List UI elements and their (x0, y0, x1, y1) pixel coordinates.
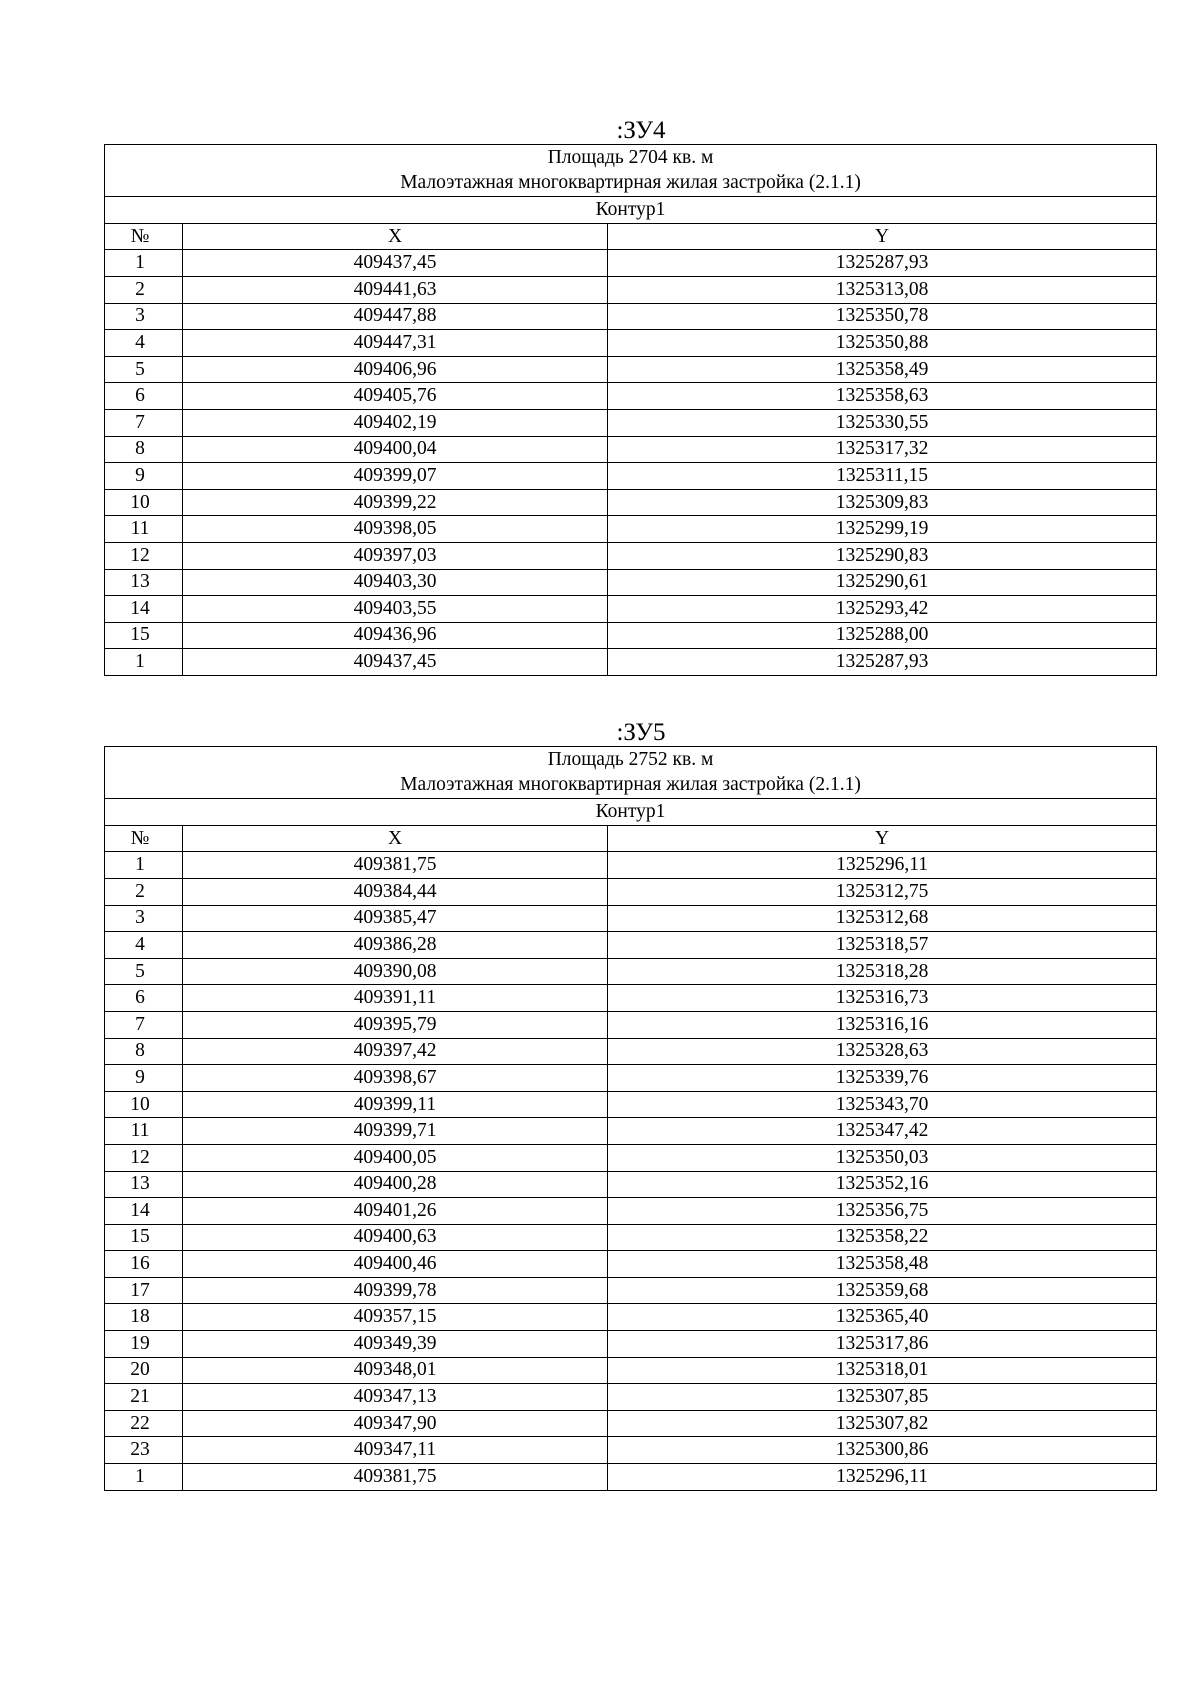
table-row (105, 330, 1157, 357)
y-coordinate: 1325358,49 (608, 356, 1157, 383)
header-x: X (183, 223, 608, 250)
x-coordinate: 409406,96 (183, 356, 608, 383)
table-row (105, 1038, 1157, 1065)
point-number: 18 (105, 1304, 183, 1331)
table-row (105, 905, 1157, 932)
y-coordinate: 1325287,93 (608, 250, 1157, 277)
header-number: № (105, 825, 183, 852)
y-coordinate: 1325313,08 (608, 276, 1157, 303)
point-number: 5 (105, 356, 183, 383)
x-coordinate: 409357,15 (183, 1304, 608, 1331)
y-coordinate: 1325296,11 (608, 1464, 1157, 1491)
point-number: 7 (105, 1011, 183, 1038)
table-row (105, 878, 1157, 905)
point-number: 11 (105, 516, 183, 543)
table-row (105, 463, 1157, 490)
y-coordinate: 1325299,19 (608, 516, 1157, 543)
point-number: 5 (105, 958, 183, 985)
y-coordinate: 1325343,70 (608, 1091, 1157, 1118)
point-number: 7 (105, 409, 183, 436)
column-header-row (105, 223, 1157, 250)
contour-label: Контур1 (105, 799, 1157, 826)
point-number: 1 (105, 852, 183, 879)
y-coordinate: 1325290,61 (608, 569, 1157, 596)
x-coordinate: 409400,05 (183, 1144, 608, 1171)
point-number: 15 (105, 1224, 183, 1251)
point-number: 14 (105, 596, 183, 623)
x-coordinate: 409447,88 (183, 303, 608, 330)
x-coordinate: 409400,28 (183, 1171, 608, 1198)
point-number: 11 (105, 1118, 183, 1145)
land-use-text: Малоэтажная многоквартирная жилая застройка (2.1.1) (105, 171, 1157, 197)
point-number: 10 (105, 489, 183, 516)
coordinates-table (104, 144, 1157, 676)
table-row (105, 409, 1157, 436)
table-row (105, 852, 1157, 879)
x-coordinate: 409381,75 (183, 1464, 608, 1491)
y-coordinate: 1325287,93 (608, 649, 1157, 676)
table-row (105, 1224, 1157, 1251)
y-coordinate: 1325317,86 (608, 1331, 1157, 1358)
table-row (105, 985, 1157, 1012)
x-coordinate: 409347,13 (183, 1384, 608, 1411)
y-coordinate: 1325358,63 (608, 383, 1157, 410)
table-row (105, 436, 1157, 463)
point-number: 1 (105, 250, 183, 277)
y-coordinate: 1325290,83 (608, 542, 1157, 569)
table-row (105, 569, 1157, 596)
x-coordinate: 409398,67 (183, 1065, 608, 1092)
x-coordinate: 409403,55 (183, 596, 608, 623)
point-number: 13 (105, 1171, 183, 1198)
point-number: 21 (105, 1384, 183, 1411)
x-coordinate: 409447,31 (183, 330, 608, 357)
point-number: 4 (105, 330, 183, 357)
header-number: № (105, 223, 183, 250)
point-number: 1 (105, 1464, 183, 1491)
x-coordinate: 409395,79 (183, 1011, 608, 1038)
x-coordinate: 409385,47 (183, 905, 608, 932)
y-coordinate: 1325318,28 (608, 958, 1157, 985)
table-row (105, 1011, 1157, 1038)
point-number: 6 (105, 985, 183, 1012)
y-coordinate: 1325307,85 (608, 1384, 1157, 1411)
table-row (105, 489, 1157, 516)
land-use-text: Малоэтажная многоквартирная жилая застройка (2.1.1) (105, 773, 1157, 799)
y-coordinate: 1325317,32 (608, 436, 1157, 463)
x-coordinate: 409400,63 (183, 1224, 608, 1251)
header-x: X (183, 825, 608, 852)
y-coordinate: 1325358,48 (608, 1251, 1157, 1278)
table-row (105, 1171, 1157, 1198)
contour-row (105, 799, 1157, 826)
table-row (105, 542, 1157, 569)
table-row (105, 649, 1157, 676)
coordinates-table (104, 746, 1157, 1491)
table-row (105, 1118, 1157, 1145)
point-number: 9 (105, 1065, 183, 1092)
x-coordinate: 409397,42 (183, 1038, 608, 1065)
point-number: 16 (105, 1251, 183, 1278)
table-row (105, 516, 1157, 543)
point-number: 17 (105, 1277, 183, 1304)
table-row (105, 596, 1157, 623)
table-row (105, 383, 1157, 410)
point-number: 8 (105, 1038, 183, 1065)
y-coordinate: 1325300,86 (608, 1437, 1157, 1464)
table-row (105, 1304, 1157, 1331)
header-y: Y (608, 223, 1157, 250)
y-coordinate: 1325293,42 (608, 596, 1157, 623)
y-coordinate: 1325350,03 (608, 1144, 1157, 1171)
y-coordinate: 1325365,40 (608, 1304, 1157, 1331)
x-coordinate: 409397,03 (183, 542, 608, 569)
point-number: 20 (105, 1357, 183, 1384)
point-number: 23 (105, 1437, 183, 1464)
table-row (105, 1410, 1157, 1437)
point-number: 6 (105, 383, 183, 410)
x-coordinate: 409400,04 (183, 436, 608, 463)
table-row (105, 1384, 1157, 1411)
plot-title: :ЗУ4 (616, 117, 666, 144)
x-coordinate: 409399,71 (183, 1118, 608, 1145)
y-coordinate: 1325296,11 (608, 852, 1157, 879)
x-coordinate: 409391,11 (183, 985, 608, 1012)
x-coordinate: 409348,01 (183, 1357, 608, 1384)
y-coordinate: 1325312,68 (608, 905, 1157, 932)
table-row (105, 303, 1157, 330)
y-coordinate: 1325352,16 (608, 1171, 1157, 1198)
y-coordinate: 1325328,63 (608, 1038, 1157, 1065)
table-row (105, 958, 1157, 985)
plot-section (104, 720, 1156, 1491)
x-coordinate: 409399,07 (183, 463, 608, 490)
y-coordinate: 1325347,42 (608, 1118, 1157, 1145)
x-coordinate: 409400,46 (183, 1251, 608, 1278)
y-coordinate: 1325307,82 (608, 1410, 1157, 1437)
header-y: Y (608, 825, 1157, 852)
y-coordinate: 1325311,15 (608, 463, 1157, 490)
point-number: 4 (105, 932, 183, 959)
point-number: 9 (105, 463, 183, 490)
y-coordinate: 1325318,01 (608, 1357, 1157, 1384)
y-coordinate: 1325356,75 (608, 1198, 1157, 1225)
table-row (105, 1357, 1157, 1384)
table-row (105, 1198, 1157, 1225)
y-coordinate: 1325318,57 (608, 932, 1157, 959)
contour-label: Контур1 (105, 197, 1157, 224)
table-row (105, 276, 1157, 303)
column-header-row (105, 825, 1157, 852)
point-number: 1 (105, 649, 183, 676)
y-coordinate: 1325312,75 (608, 878, 1157, 905)
x-coordinate: 409347,11 (183, 1437, 608, 1464)
y-coordinate: 1325330,55 (608, 409, 1157, 436)
contour-row (105, 197, 1157, 224)
x-coordinate: 409398,05 (183, 516, 608, 543)
table-row (105, 1464, 1157, 1491)
point-number: 10 (105, 1091, 183, 1118)
area-row (105, 747, 1157, 773)
x-coordinate: 409436,96 (183, 622, 608, 649)
table-row (105, 250, 1157, 277)
table-row (105, 1277, 1157, 1304)
y-coordinate: 1325288,00 (608, 622, 1157, 649)
point-number: 3 (105, 303, 183, 330)
point-number: 2 (105, 878, 183, 905)
point-number: 15 (105, 622, 183, 649)
x-coordinate: 409405,76 (183, 383, 608, 410)
point-number: 12 (105, 1144, 183, 1171)
plot-title: :ЗУ5 (616, 719, 666, 746)
x-coordinate: 409399,11 (183, 1091, 608, 1118)
table-row (105, 1437, 1157, 1464)
x-coordinate: 409349,39 (183, 1331, 608, 1358)
x-coordinate: 409399,78 (183, 1277, 608, 1304)
table-body (105, 747, 1157, 1491)
area-row (105, 145, 1157, 171)
y-coordinate: 1325358,22 (608, 1224, 1157, 1251)
x-coordinate: 409402,19 (183, 409, 608, 436)
x-coordinate: 409401,26 (183, 1198, 608, 1225)
y-coordinate: 1325350,88 (608, 330, 1157, 357)
point-number: 13 (105, 569, 183, 596)
table-row (105, 1091, 1157, 1118)
table-row (105, 1065, 1157, 1092)
plot-section (104, 118, 1156, 676)
use-row (105, 171, 1157, 197)
point-number: 19 (105, 1331, 183, 1358)
table-row (105, 356, 1157, 383)
point-number: 3 (105, 905, 183, 932)
x-coordinate: 409386,28 (183, 932, 608, 959)
point-number: 8 (105, 436, 183, 463)
x-coordinate: 409381,75 (183, 852, 608, 879)
point-number: 14 (105, 1198, 183, 1225)
table-row (105, 1331, 1157, 1358)
table-body (105, 145, 1157, 676)
table-row (105, 1144, 1157, 1171)
point-number: 12 (105, 542, 183, 569)
y-coordinate: 1325339,76 (608, 1065, 1157, 1092)
y-coordinate: 1325359,68 (608, 1277, 1157, 1304)
x-coordinate: 409390,08 (183, 958, 608, 985)
area-text: Площадь 2752 кв. м (105, 747, 1157, 773)
table-row (105, 622, 1157, 649)
y-coordinate: 1325316,16 (608, 1011, 1157, 1038)
area-text: Площадь 2704 кв. м (105, 145, 1157, 171)
y-coordinate: 1325309,83 (608, 489, 1157, 516)
y-coordinate: 1325316,73 (608, 985, 1157, 1012)
x-coordinate: 409399,22 (183, 489, 608, 516)
x-coordinate: 409347,90 (183, 1410, 608, 1437)
use-row (105, 773, 1157, 799)
x-coordinate: 409437,45 (183, 649, 608, 676)
x-coordinate: 409437,45 (183, 250, 608, 277)
x-coordinate: 409403,30 (183, 569, 608, 596)
point-number: 2 (105, 276, 183, 303)
table-row (105, 932, 1157, 959)
y-coordinate: 1325350,78 (608, 303, 1157, 330)
x-coordinate: 409441,63 (183, 276, 608, 303)
point-number: 22 (105, 1410, 183, 1437)
table-row (105, 1251, 1157, 1278)
x-coordinate: 409384,44 (183, 878, 608, 905)
